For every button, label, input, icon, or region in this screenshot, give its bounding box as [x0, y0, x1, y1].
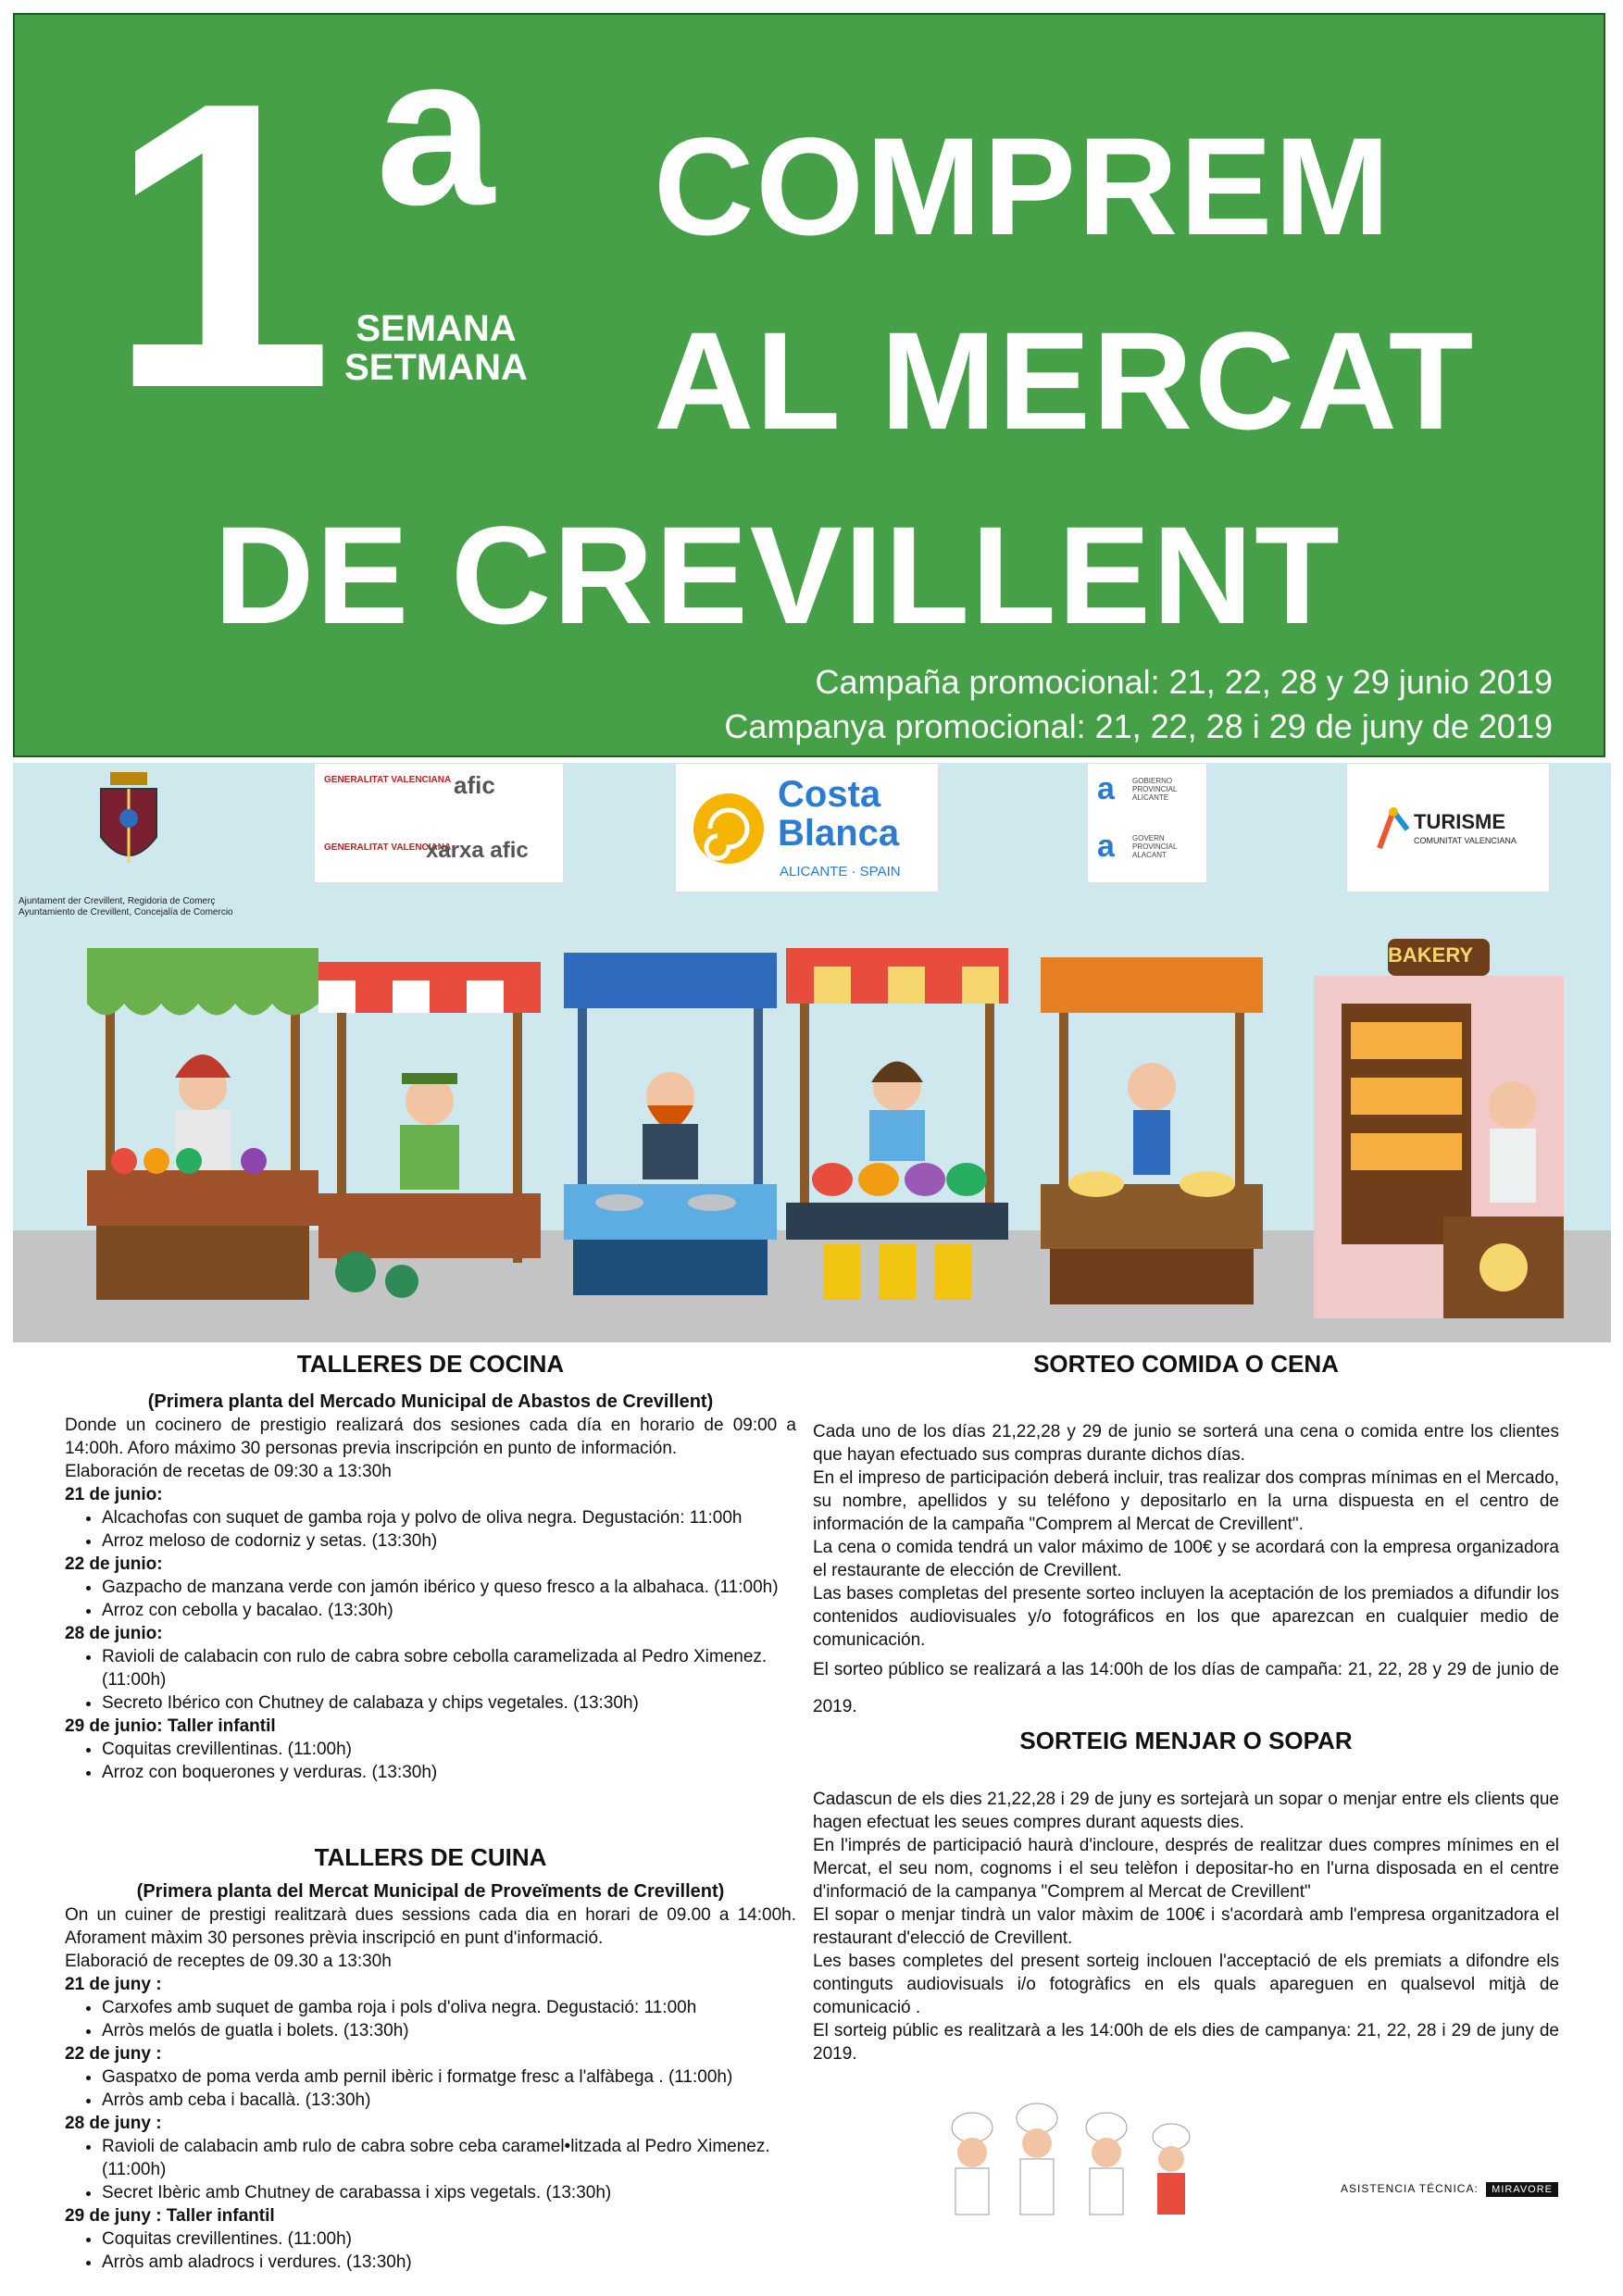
cuina-day-3-list [65, 2135, 796, 2204]
list-item: • Secret Ibèric amb Chutney de carabassa i xips vegetals. (13:30h) [102, 2181, 796, 2204]
list-item: • Gaspatxo de poma verda amb pernil ibèric i formatge fresc a l'alfàbega . (11:00h) [102, 2065, 796, 2089]
list-item: • Arroz con boquerones y verduras. (13:30h) [102, 1761, 796, 1784]
list-item: • Arroz con cebolla y bacalao. (13:30h) [102, 1599, 796, 1622]
semana-label: SEMANA [356, 308, 517, 349]
cocina-day-3: 28 de junio: [65, 1624, 163, 1643]
cuina-day-2: 22 de juny : [65, 2044, 162, 2064]
asistencia-tecnica [1341, 2182, 1558, 2197]
grain-stall-icon [1041, 957, 1263, 1314]
cocina-day-3-list [65, 1645, 796, 1715]
sorteo-p1: Cada uno de los días 21,22,28 y 29 de junio se sorterá una cena o comida entre los clientes que hayan efectuado sus compras durante dichos días. [813, 1422, 1559, 1465]
logo-strip [13, 763, 1611, 948]
diputacion-logos [1087, 763, 1207, 883]
list-item: • Arroz meloso de codorniz y setas. (13:30h) [102, 1529, 796, 1553]
sorteig-p1: Cadascun de els dies 21,22,28 i 29 de juny es sortejarà un sopar o menjar entre els clients que hagen efectuat les seues compres durant aquests dies. [813, 1790, 1559, 1832]
list-item: • Ravioli de calabacin con rulo de cabra sobre cebolla caramelizada al Pedro Ximenez. (11:00h) [102, 1645, 796, 1691]
list-item: • Arròs amb aladrocs i verdures. (13:30h) [102, 2251, 796, 2274]
tallers-cuina-title: TALLERS DE CUINA [314, 1843, 547, 1871]
cocina-day-1-list [65, 1506, 796, 1553]
chefs-icon [935, 2102, 1213, 2236]
costa-blanca-text [778, 775, 899, 853]
sorteo-p5: El sorteo público se realizará a las 14:00h de los días de campaña: 21, 22, 28 y 29 de junio de 2019. [813, 1660, 1559, 1716]
cocina-day-2: 22 de junio: [65, 1554, 163, 1574]
crevillent-shield-icon [96, 772, 161, 879]
list-item: • Arròs amb ceba i bacallà. (13:30h) [102, 2089, 796, 2112]
fish-stall-icon [564, 953, 777, 1309]
cuina-day-2-list [65, 2065, 796, 2112]
week-label [320, 309, 552, 387]
dip-icon-2: a [1097, 829, 1115, 864]
fruit-stall-icon [318, 962, 541, 1318]
list-item: • Gazpacho de manzana verde con jamón ibérico y queso fresco a la albahaca. (11:00h) [102, 1576, 796, 1599]
edition-number: 1 [107, 19, 325, 473]
market-illustration [13, 763, 1611, 1342]
setmana-label: SETMANA [344, 347, 528, 388]
cocina-day-1: 21 de junio: [65, 1485, 163, 1504]
list-item: • Secreto Ibérico con Chutney de calabaza y chips vegetales. (13:30h) [102, 1691, 796, 1715]
sorteo-p4: Las bases completas del presente sorteo incluyen la aceptación de los premiados a difundir los contenidos audiovisuales y/o fotográficos en los que aparezcan en cualquier medio de comunicación. [813, 1584, 1559, 1650]
turisme-sublabel: COMUNITAT VALENCIANA [1414, 836, 1517, 845]
cuina-day-1-list [65, 1996, 796, 2042]
list-item: • Ravioli de calabacin amb rulo de cabra sobre ceba caramel•litzada al Pedro Ximenez. (11:00h) [102, 2135, 796, 2181]
tallers-cuina-receptes: Elaboració de receptes de 09.30 a 13:30h [65, 1952, 392, 1971]
cuina-day-3: 28 de juny : [65, 2114, 162, 2133]
talleres-cocina-intro: Donde un cocinero de prestigio realizará dos sesiones cada día en horario de 09:00 a 14:00h. Aforo máximo 30 personas previa inscripción en punto de información. [65, 1416, 796, 1458]
list-item: • Coquitas crevillentines. (11:00h) [102, 2227, 796, 2251]
sorteig-p4: Les bases completes del present sorteig inclouen l'acceptació de els premiats a difondre els continguts audiovisuals i/o fotogràfics en els quals apareguen en qualsevol mitjà de comunicació . [813, 1952, 1559, 2017]
tallers-cuina-subtitle: (Primera planta del Mercat Municipal de Proveïments de Crevillent) [136, 1881, 725, 1902]
gv-label-2: GENERALITAT VALENCIANA [324, 842, 452, 853]
costa-subtitle: ALICANTE · SPAIN [780, 864, 901, 880]
ajuntament-caption-1: Ajuntament der Crevillent, Regidoria de Comerç [19, 896, 216, 906]
tallers-cuina-intro: On un cuiner de prestigi realitzarà dues sessions cada dia en horari de 09.00 a 14:00h. Aforament màxim 30 persones prèvia inscripció en punt d'informació. [65, 1905, 796, 1948]
spice-stall-icon [786, 948, 1008, 1314]
list-item: • Carxofes amb suquet de gamba roja i pols d'oliva negra. Degustació: 11:00h [102, 1996, 796, 2019]
sorteo-section [813, 1348, 1559, 1726]
cocina-day-4-list [65, 1738, 796, 1784]
sorteo-p3: La cena o comida tendrá un valor máximo de 100€ y se acordará con la empresa organizadora el restaurante de elección de Crevillent. [813, 1538, 1559, 1580]
sorteig-p5: El sorteig públic es realitzarà a les 14:00h de els dies de campanya: 21, 22, 28 i 29 de juny de 2019. [813, 2021, 1559, 2064]
title-line-2: AL MERCAT [654, 303, 1476, 458]
asistencia-tecnica-label: ASISTENCIA TÉCNICA: [1341, 2182, 1479, 2195]
dip-icon-1: a [1097, 771, 1115, 806]
campaign-dates-es: Campaña promocional: 21, 22, 28 y 29 junio 2019 [815, 663, 1553, 701]
sorteig-section [813, 1725, 1559, 2065]
generalitat-afic-logos [314, 763, 564, 883]
sorteig-title: SORTEIG MENJAR O SOPAR [1019, 1727, 1353, 1754]
list-item: • Arròs melós de guatla i bolets. (13:30h) [102, 2019, 796, 2042]
talleres-cocina-subtitle: (Primera planta del Mercado Municipal de Abastos de Crevillent) [147, 1391, 714, 1412]
list-item: • Alcachofas con suquet de gamba roja y polvo de oliva negra. Degustación: 11:00h [102, 1506, 796, 1529]
campaign-dates-va: Campanya promocional: 21, 22, 28 i 29 de juny de 2019 [724, 707, 1553, 745]
bakery-stall-icon [1314, 939, 1564, 1323]
turisme-label: TURISME [1414, 810, 1505, 833]
cocina-day-2-list [65, 1576, 796, 1622]
gv-label-1: GENERALITAT VALENCIANA [324, 775, 452, 785]
ajuntament-caption-2: Ayuntamiento de Crevillent, Concejalía de Comercio [19, 907, 233, 917]
afic-label: afic [454, 771, 495, 799]
sun-icon [687, 782, 770, 880]
turisme-icon [1375, 806, 1412, 857]
cuina-day-4: 29 de juny : Taller infantil [65, 2206, 275, 2226]
dip-label-1: GOBIERNO PROVINCIAL ALICANTE [1132, 777, 1178, 802]
miravore-logo: MIRAVORE [1486, 2182, 1558, 2197]
title-line-3: DE CREVILLENT [214, 497, 1342, 653]
blanca-word: Blanca [778, 813, 900, 854]
sorteo-p2: En el impreso de participación deberá incluir, tras realizar dos compras mínimas en el Mercado, su nombre, apellidos y su teléfono y depositarlo en la urna dispuesta en el centro de información de la campaña "Comprem al Mercat de Crevillent". [813, 1468, 1559, 1534]
title-line-1: COMPREM [654, 108, 1392, 264]
talleres-cocina-recetas: Elaboración de recetas de 09:30 a 13:30h [65, 1462, 392, 1481]
tallers-cuina-section [65, 1841, 796, 2274]
costa-blanca-logo [675, 763, 939, 892]
sorteig-p3: El sopar o menjar tindrà un valor màxim de 100€ i s'acordarà amb l'empresa organitzadora el restaurant d'elecció de Crevillent. [813, 1905, 1559, 1948]
bakery-sign: BAKERY [1388, 943, 1474, 967]
cuina-day-1: 21 de juny : [65, 1975, 162, 1994]
sorteig-p2: En l'imprés de participació haurà d'incloure, després de realitzar dues compres mínimes en el Mercat, el seu nom, cognoms i el seu telèfon i depositar-ho en l'urna disposada en el centre d'informació de la campanya "Comprem al Mercat de Crevillent" [813, 1836, 1559, 1902]
talleres-cocina-section [65, 1348, 796, 1784]
turisme-logo [1346, 763, 1550, 892]
edition-ordinal: a [376, 11, 494, 249]
costa-word: Costa [778, 774, 881, 815]
xarxa-afic-label: xarxa afic [426, 838, 529, 863]
sorteo-title: SORTEO COMIDA O CENA [1033, 1350, 1339, 1378]
header-banner [13, 13, 1605, 757]
talleres-cocina-title: TALLERES DE COCINA [296, 1350, 565, 1378]
cuina-day-4-list [65, 2227, 796, 2274]
list-item: • Coquitas crevillentinas. (11:00h) [102, 1738, 796, 1761]
vegetable-stall-icon [87, 948, 318, 1304]
ajuntament-caption [19, 896, 287, 918]
cocina-day-4: 29 de junio: Taller infantil [65, 1716, 276, 1736]
dip-label-2: GOVERN PROVINCIAL ALACANT [1132, 834, 1178, 859]
